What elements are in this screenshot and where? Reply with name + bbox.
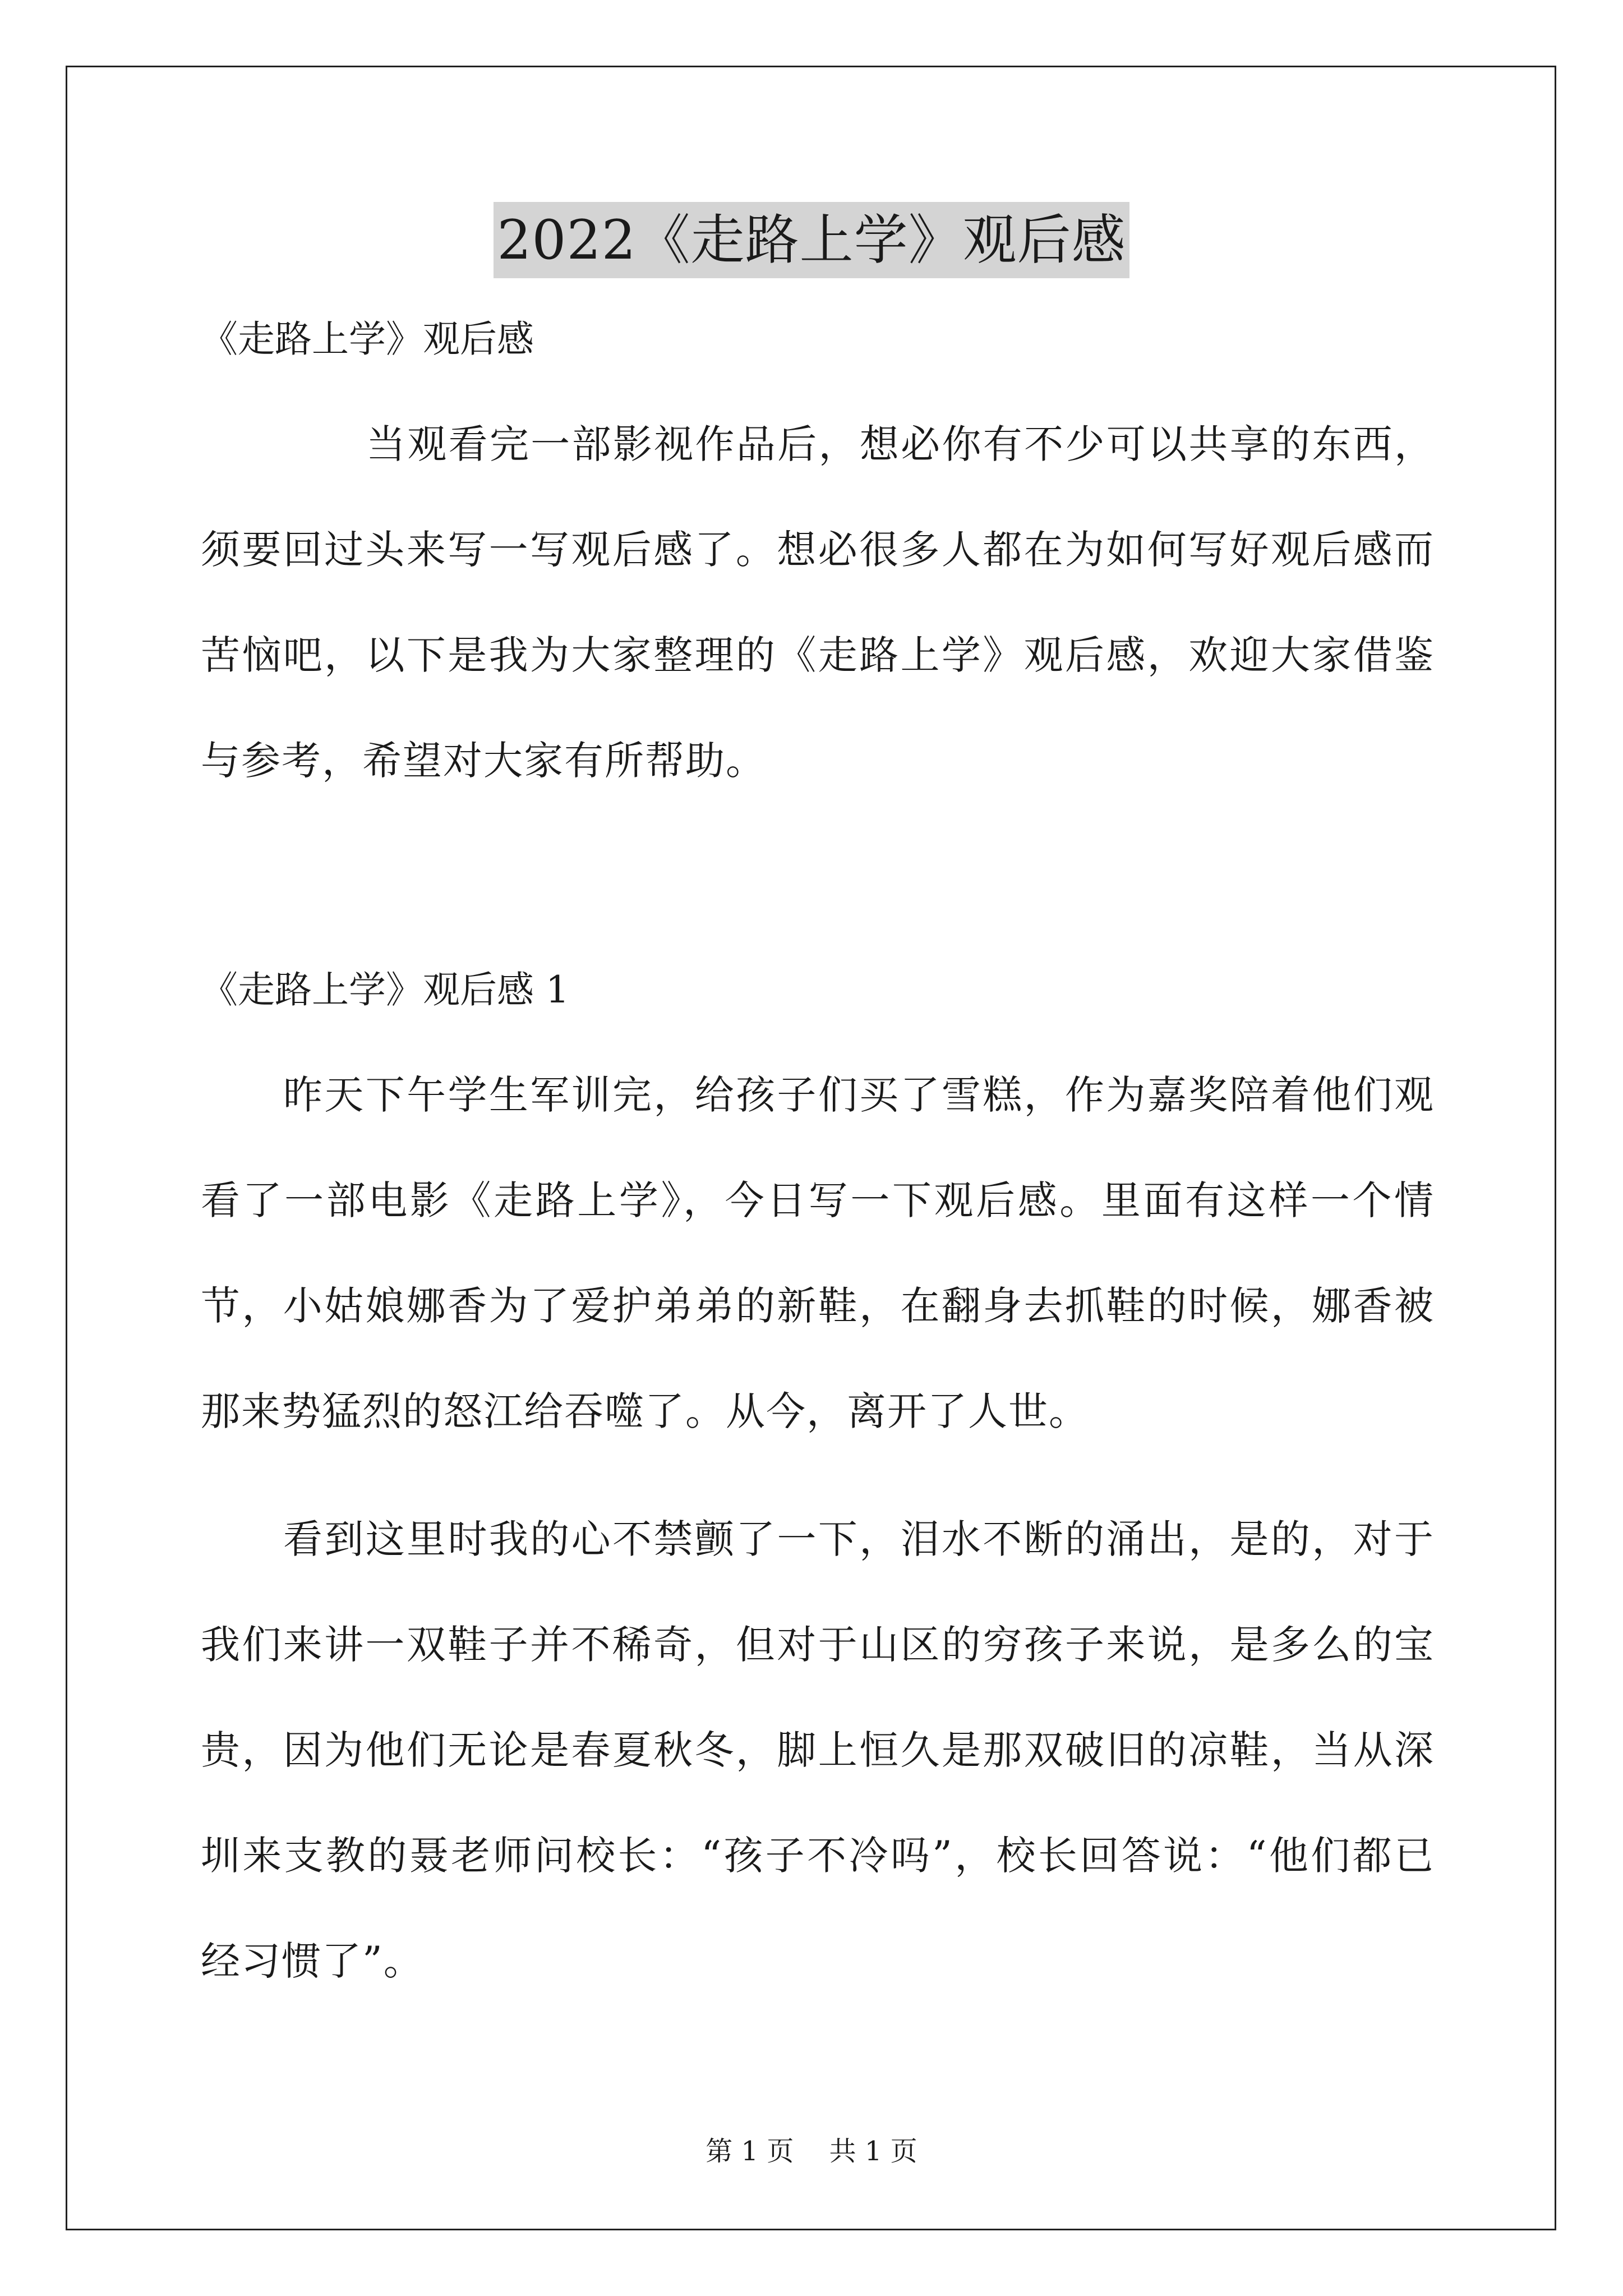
page-title: 2022《走路上学》观后感 — [494, 202, 1129, 278]
page-footer — [0, 2134, 1623, 2168]
section-heading: 《走路上学》观后感 1 — [201, 968, 569, 1011]
intro-heading: 《走路上学》观后感 — [201, 318, 534, 361]
document-body — [201, 303, 1435, 2014]
page-number: 第 1 页 — [706, 2136, 794, 2167]
intro-paragraph: 当观看完一部影视作品后，想必你有不少可以共享的东西，须要回过头来写一写观后感了。想必很多人都在为如何写好观后感而苦恼吧，以下是我为大家整理的《走路上学》观后感，欢迎大家借鉴与参考，希望对大家有所帮助。 — [201, 421, 1435, 784]
page-total: 共 1 页 — [829, 2136, 917, 2167]
title-container — [0, 202, 1623, 278]
body-paragraph-1: 昨天下午学生军训完，给孩子们买了雪糕，作为嘉奖陪着他们观看了一部电影《走路上学》，今日写一下观后感。里面有这样一个情节，小姑娘娜香为了爱护弟弟的新鞋，在翻身去抓鞋的时候，娜香被那来势猛烈的怒江给吞噬了。从今，离开了人世。 — [201, 1072, 1435, 1434]
body-paragraph-2: 看到这里时我的心不禁颤了一下，泪水不断的涌出，是的，对于我们来讲一双鞋子并不稀奇，但对于山区的穷孩子来说，是多么的宝贵，因为他们无论是春夏秋冬，脚上恒久是那双破旧的凉鞋，当从深圳来支教的聂老师问校长：“孩子不冷吗”，校长回答说：“他们都已经习惯了”。 — [201, 1516, 1435, 1984]
